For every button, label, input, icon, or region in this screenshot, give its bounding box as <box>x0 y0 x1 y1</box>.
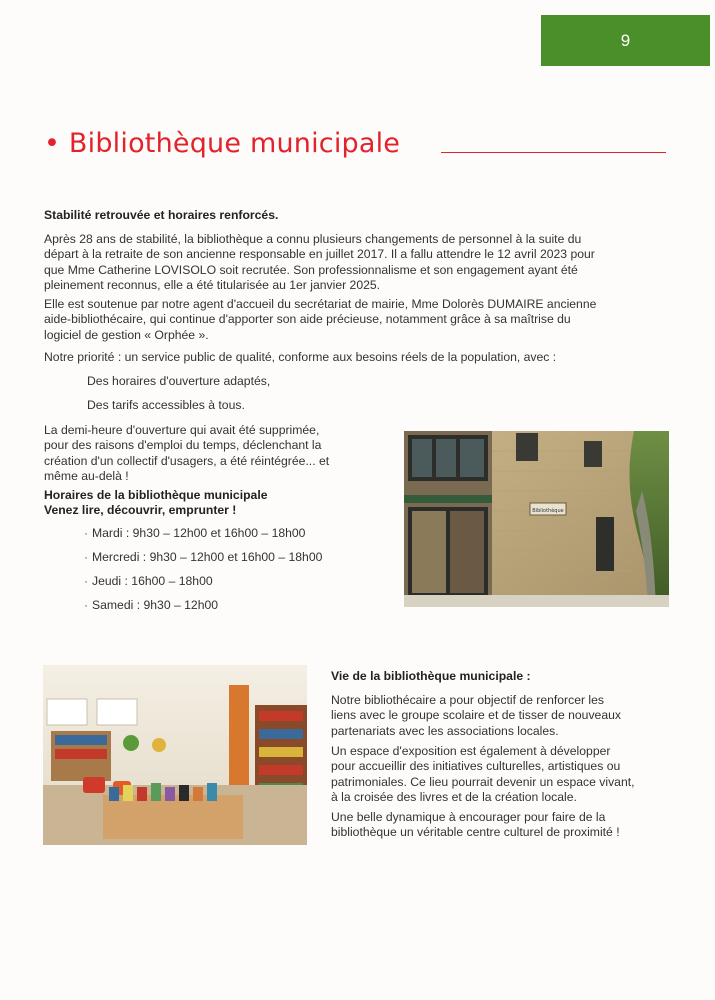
hours-heading-line-1: Horaires de la bibliothèque municipale <box>44 488 268 502</box>
title-underline <box>441 152 666 153</box>
text-line: départ à la retraite de son ancienne responsable en juillet 2017. Il a fallu attendre le 12 avril 2023 pour <box>44 247 595 262</box>
text-line: pleinement reconnus, elle a été titularisée au 1er janvier 2025. <box>44 277 381 292</box>
halfhour-paragraph <box>44 423 374 484</box>
text-line: bibliothèque un véritable centre culturel de proximité ! <box>331 825 620 840</box>
text-line: aide-bibliothécaire, qui continue d'apporter son aide précieuse, notamment grâce à sa maîtrise du <box>44 312 571 327</box>
facade-sign: Bibliothèque <box>532 508 564 514</box>
text-line: même au-delà ! <box>44 468 129 483</box>
text-line: Elle est soutenue par notre agent d'accueil du secrétariat de mairie, Mme Dolorès DUMAIRE ancienne <box>44 297 597 311</box>
text-line: Une belle dynamique à encourager pour faire de la <box>331 810 606 824</box>
hours-item-thursday: · Jeudi : 16h00 – 18h00 <box>84 574 213 588</box>
hours-item-saturday: · Samedi : 9h30 – 12h00 <box>84 598 219 612</box>
text-line: à la croisée des livres et de la création locale. <box>331 789 577 804</box>
life-paragraph-3 <box>331 810 671 841</box>
life-paragraph-2 <box>331 744 671 805</box>
page-number: 9 <box>620 30 631 50</box>
text-line: Après 28 ans de stabilité, la bibliothèque a connu plusieurs changements de personnel à la suite du <box>44 232 582 246</box>
priority-item: Des horaires d'ouverture adaptés, <box>87 374 271 388</box>
text-line: pour des raisons d'emploi du temps, déclenchant la <box>44 438 322 453</box>
library-facade-photo <box>404 431 669 607</box>
page-title: • Bibliothèque municipale <box>44 128 401 159</box>
text-line: partenariats avec les associations locales. <box>331 723 559 738</box>
intro-paragraph-3: Notre priorité : un service public de qualité, conforme aux besoins réels de la population, avec : <box>44 350 557 364</box>
hours-heading-line-2: Venez lire, découvrir, emprunter ! <box>44 503 237 518</box>
hours-item-text: Samedi : 9h30 – 12h00 <box>92 598 219 612</box>
text-line: La demi-heure d'ouverture qui avait été supprimée, <box>44 423 320 437</box>
hours-item-wednesday: · Mercredi : 9h30 – 12h00 et 16h00 – 18h00 <box>84 550 323 564</box>
hours-item-text: Jeudi : 16h00 – 18h00 <box>92 574 213 588</box>
text-line: liens avec le groupe scolaire et de tisser de nouveaux <box>331 708 621 723</box>
page-number-badge <box>541 15 710 66</box>
text-line: Notre bibliothécaire a pour objectif de renforcer les <box>331 693 605 707</box>
text-line: patrimoniales. Ce lieu pourrait devenir un espace vivant, <box>331 774 635 789</box>
text-line: Un espace d'exposition est également à développer <box>331 744 611 758</box>
intro-paragraph-2 <box>44 297 684 343</box>
hours-item-text: Mardi : 9h30 – 12h00 et 16h00 – 18h00 <box>92 526 306 540</box>
life-paragraph-1 <box>331 693 671 739</box>
priority-item: Des tarifs accessibles à tous. <box>87 398 245 412</box>
life-heading: Vie de la bibliothèque municipale : <box>331 669 531 683</box>
text-line: création d'un collectif d'usagers, a été réintégrée... et <box>44 453 330 468</box>
hours-item-text: Mercredi : 9h30 – 12h00 et 16h00 – 18h00 <box>92 550 323 564</box>
intro-paragraph-1 <box>44 232 684 293</box>
text-line: logiciel de gestion « Orphée ». <box>44 327 209 342</box>
library-interior-photo <box>43 665 307 845</box>
text-line: que Mme Catherine LOVISOLO soit recrutée. Son professionnalisme et son engagement ayant été <box>44 262 578 277</box>
intro-heading: Stabilité retrouvée et horaires renforcés. <box>44 208 279 222</box>
text-line: pour accueillir des initiatives culturelles, artistiques ou <box>331 759 621 774</box>
hours-heading <box>44 488 268 519</box>
hours-item-tuesday: · Mardi : 9h30 – 12h00 et 16h00 – 18h00 <box>84 526 306 540</box>
